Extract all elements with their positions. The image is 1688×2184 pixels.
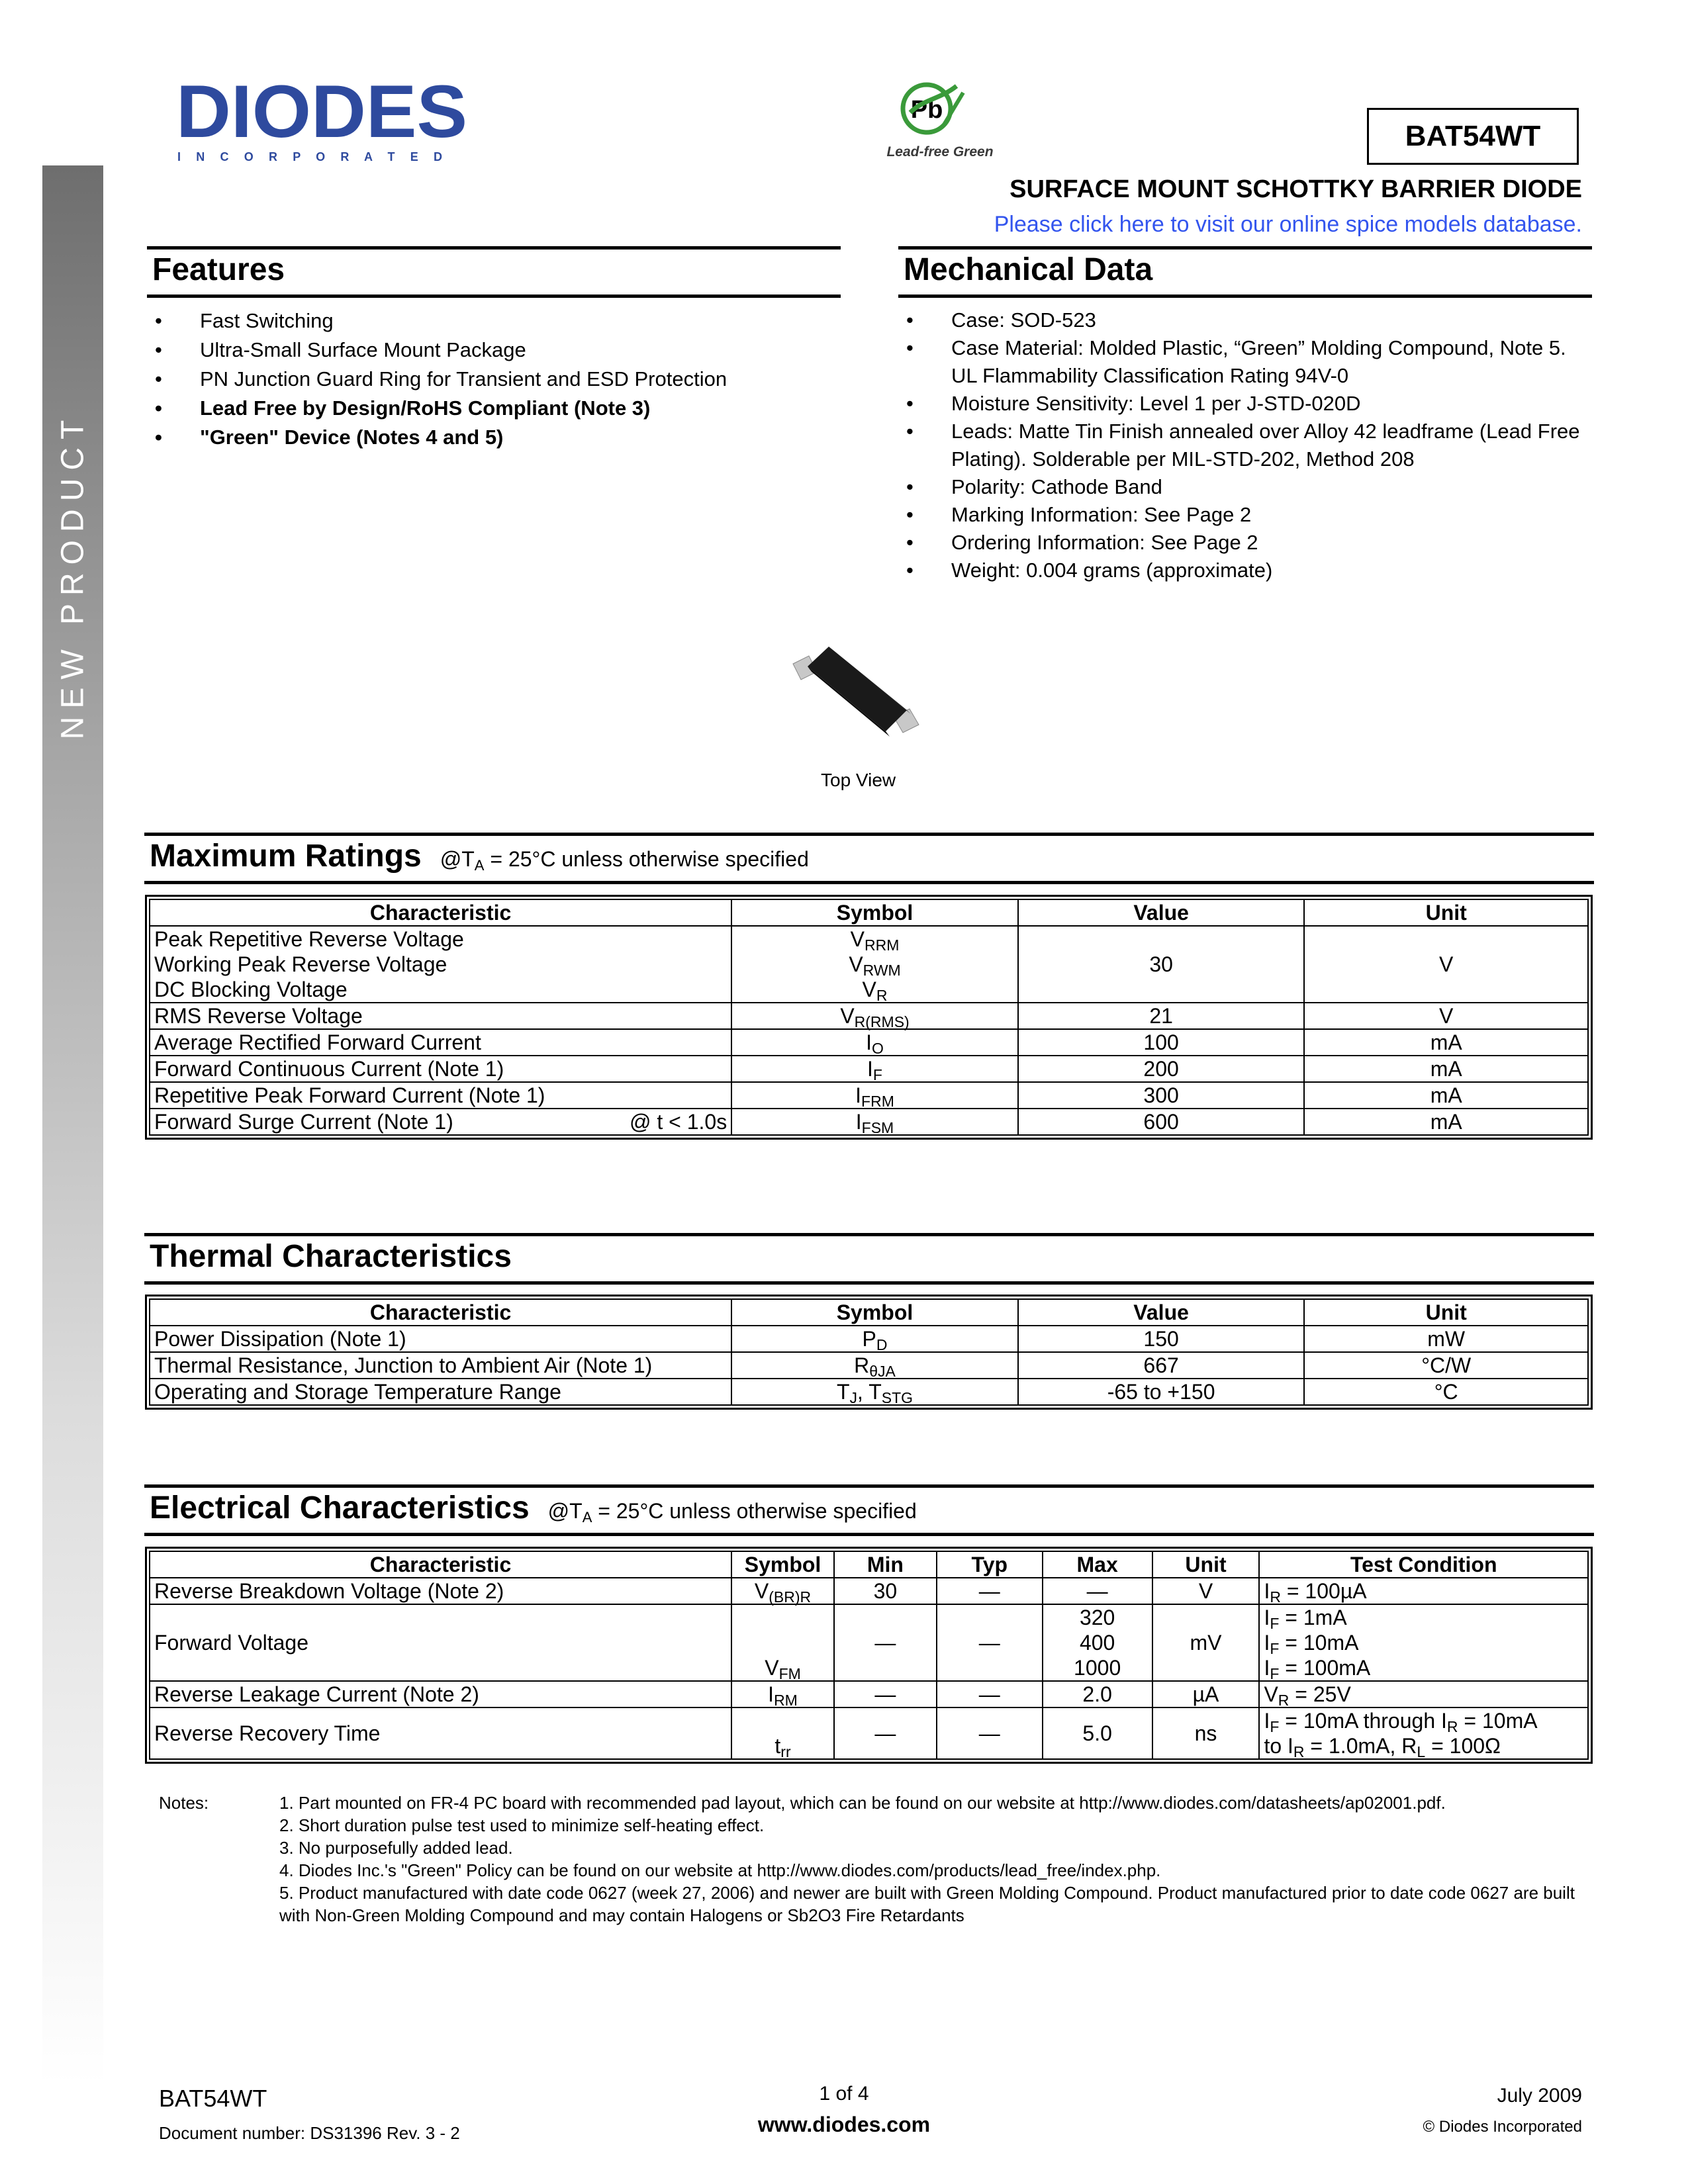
table-row: Power Dissipation (Note 1) $P_D$ 150 mW [150,1326,1588,1352]
thermal-table [149,1298,1589,1406]
col-min: Min [834,1551,937,1578]
row-value: 300 [1018,1082,1305,1109]
electrical-condition: $@T_A = 25^\circ C$ unless otherwise specified [547,1499,917,1525]
col-characteristic: Characteristic [150,1299,731,1326]
col-characteristic: Characteristic [150,899,731,926]
row-characteristic: Repetitive Peak Forward Current (Note 1) [150,1082,731,1109]
row-unit: mA [1304,1082,1588,1109]
row-condition: @ t < 1.0s [629,1110,727,1134]
list-item: • Weight: 0.004 grams (approximate) [898,557,1587,584]
electrical-table [149,1551,1589,1760]
table-header-row [150,899,1588,926]
col-unit: Unit [1304,1299,1588,1326]
row-unit: mA [1304,1029,1588,1056]
table-header-row [150,1299,1588,1326]
spice-models-link[interactable]: Please click here to visit our online spice models database. [994,212,1582,237]
col-unit: Unit [1304,899,1588,926]
max-ratings-table [149,899,1589,1136]
col-value: Value [1018,899,1305,926]
features-heading: Features [147,246,841,298]
list-item: • Marking Information: See Page 2 [898,501,1587,529]
max-ratings-title: Maximum Ratings [150,839,422,874]
package-caption: Top View [821,770,896,790]
row-value: 30 [1018,926,1305,1003]
note-item: 2. Short duration pulse test used to minimize self-heating effect. [279,1815,765,1835]
row-unit: V [1304,926,1588,1003]
list-item: • Lead Free by Design/RoHS Compliant (Note 3) [147,394,841,423]
row-value: 21 [1018,1003,1305,1029]
note-item: 5. Product manufactured with date code 0627 (week 27, 2006) and newer are built with Green Molding Compound. Product manufactured prior to date code 0627 are built with Non-Green Molding Compound and may contain Halogens or Sb2O3 Fire Retardants [279,1883,1575,1925]
list-item: • Fast Switching [147,306,841,336]
table-row: Reverse Leakage Current (Note 2) $I_{RM}$ — — 2.0 µA $V_R = 25V$ [150,1681,1588,1707]
notes-label: Notes: [159,1793,209,1813]
col-unit: Unit [1152,1551,1260,1578]
col-typ: Typ [937,1551,1043,1578]
row-value: 200 [1018,1056,1305,1082]
electrical-heading [144,1484,1594,1536]
row-symbol: $I_{FSM}$ [731,1109,1018,1135]
list-item: • "Green" Device (Notes 4 and 5) [147,423,841,452]
col-symbol: Symbol [731,1299,1018,1326]
table-row: Reverse Breakdown Voltage (Note 2) $V_{(BR)R}$ 30 — — V $I_R = 100\mu A$ [150,1578,1588,1604]
note-item: 4. Diodes Inc.'s "Green" Policy can be found on our website at http://www.diodes.com/products/lead_free/index.php. [279,1860,1161,1880]
notes-section [159,1792,1589,1927]
list-item: • Case: SOD-523 [898,306,1587,334]
col-characteristic: Characteristic [150,1551,731,1578]
logo-subtext: I N C O R P O R A T E D [177,150,442,163]
note-item: 3. No purposefully added lead. [279,1838,513,1858]
footer-date: July 2009 [1497,2085,1582,2107]
table-row [150,926,1588,1003]
row-value: 600 [1018,1109,1305,1135]
row-characteristic: RMS Reverse Voltage [150,1003,731,1029]
max-ratings-heading [144,833,1594,884]
list-item: • Moisture Sensitivity: Level 1 per J-STD-020D [898,390,1587,418]
thermal-heading: Thermal Characteristics [144,1233,1594,1285]
row-unit: V [1304,1003,1588,1029]
col-test-condition: Test Condition [1259,1551,1588,1578]
row-value: 100 [1018,1029,1305,1056]
diodes-logo [173,83,478,169]
features-list [147,306,841,452]
table-row: Reverse Recovery Time $t_{rr}$ — — 5.0 ns $I_F = 10mA$ through $I_R = 10mA$ to $I_R = 1.0mA$, $R_L = 100\Omega$ [150,1707,1588,1759]
footer-copyright: © Diodes Incorporated [1423,2118,1582,2136]
note-item: 1. Part mounted on FR-4 PC board with recommended pad layout, which can be found on our website at http://www.diodes.com/datasheets/ap02001.pdf. [279,1793,1446,1813]
row-characteristic: Peak Repetitive Reverse Voltage Working Peak Reverse Voltage DC Blocking Voltage [150,926,731,1003]
badge-label: Lead-free Green [886,144,994,159]
side-label: NEW PRODUCT [55,412,91,740]
footer-part-number: BAT54WT [159,2085,267,2112]
row-symbol: $I_{FRM}$ [731,1082,1018,1109]
row-unit: mA [1304,1056,1588,1082]
list-item: • Polarity: Cathode Band [898,473,1587,501]
footer-document-number: Document number: DS31396 Rev. 3 - 2 [159,2123,460,2143]
col-value: Value [1018,1299,1305,1326]
mechanical-list [898,306,1587,584]
electrical-title: Electrical Characteristics [150,1490,530,1525]
product-title: SURFACE MOUNT SCHOTTKY BARRIER DIODE [1009,175,1582,203]
list-item: • PN Junction Guard Ring for Transient and ESD Protection [147,365,841,394]
table-header-row [150,1551,1588,1578]
table-row: Forward Voltage $V_{FM}$ — — 320 400 1000 mV $I_F = 1mA$ $I_F = 10mA$ $I_F = 100mA$ [150,1604,1588,1681]
col-symbol: Symbol [731,899,1018,926]
table-row [150,1056,1588,1082]
row-characteristic: Forward Continuous Current (Note 1) [150,1056,731,1082]
badge-symbol: Pb [910,96,943,124]
sod523-package-image [774,632,927,758]
list-item: • Ordering Information: See Page 2 [898,529,1587,557]
row-symbol: $I_O$ [731,1029,1018,1056]
row-characteristic: Average Rectified Forward Current [150,1029,731,1056]
part-number-box: BAT54WT [1367,108,1579,165]
table-row: Thermal Resistance, Junction to Ambient Air (Note 1) $R_{\theta JA}$ 667 °C/W [150,1352,1588,1379]
list-item: • Ultra-Small Surface Mount Package [147,336,841,365]
table-row [150,1029,1588,1056]
notes-list [159,1792,1589,1927]
max-ratings-condition: $@T_A = 25^\circ C$ unless otherwise specified [440,847,809,874]
table-row [150,1109,1588,1135]
logo-wordmark: DIODES [176,83,467,153]
col-max: Max [1043,1551,1152,1578]
row-symbol: $V_{R(RMS)}$ [731,1003,1018,1029]
footer-website[interactable]: www.diodes.com [757,2113,931,2136]
list-item: • Case Material: Molded Plastic, “Green” Molding Compound, Note 5. UL Flammability Classification Rating 94V-0 [898,334,1587,390]
table-row [150,1003,1588,1029]
list-item: • Leads: Matte Tin Finish annealed over Alloy 42 leadframe (Lead Free Plating). Solderable per MIL-STD-202, Method 208 [898,418,1587,473]
table-row [150,1082,1588,1109]
row-symbol: $V_{RRM}$ $V_{RWM}$ $V_R$ [731,926,1018,1003]
row-unit: mA [1304,1109,1588,1135]
table-row: Operating and Storage Temperature Range $T_J$, $T_{STG}$ -65 to +150 °C [150,1379,1588,1405]
row-characteristic: @ t < 1.0s Forward Surge Current (Note 1) [150,1109,731,1135]
mechanical-heading: Mechanical Data [898,246,1592,298]
row-symbol: $I_F$ [731,1056,1018,1082]
col-symbol: Symbol [731,1551,834,1578]
